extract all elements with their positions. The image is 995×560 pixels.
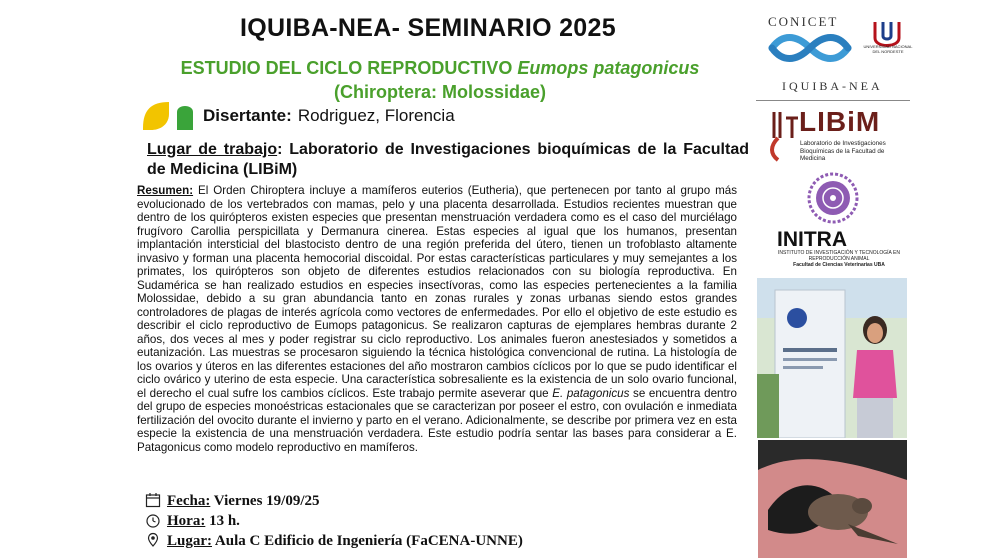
- location-row: [145, 532, 523, 550]
- initra-wordmark: INITRA: [777, 228, 847, 251]
- initra-subtitle: [764, 250, 914, 268]
- speaker-line: [203, 106, 455, 126]
- workplace-text: : Laboratorio de Investigaciones bioquímicas de la Facultad de Medicina (LIBiM): [147, 141, 749, 178]
- seminar-title: IQUIBA-NEA- SEMINARIO 2025: [240, 14, 616, 42]
- logo-divider: [756, 100, 910, 101]
- speaker-decoration: [141, 100, 197, 132]
- date-row: [145, 492, 320, 510]
- abstract-text-2: se encuentra dentro del grupo de especies monoéstricas estacionales que se caracterizan por poseer el estro, con ovulación e inmediata fertilización del ovocito durante el invierno y parto en el verano. Adicionalmente, se describe por primera vez en esta especie la existencia de una menstruación verdadera. Este estudio podría sentar las bases para considerar a E. Patagonicus como modelo reproductivo en mamíferos.: [137, 386, 737, 454]
- speaker-name: Rodriguez, Florencia: [297, 106, 455, 125]
- speaker-photo: [757, 278, 907, 438]
- time-row: [145, 512, 240, 530]
- initra-subtitle-1: INSTITUTO DE INVESTIGACIÓN Y TECNOLOGÍA EN REPRODUCCIÓN ANIMAL: [778, 250, 900, 262]
- libim-wordmark: LIBiM: [799, 106, 881, 137]
- abstract-text-1: El Orden Chiroptera incluye a mamíferos euterios (Eutheria), que pertenecen por tanto al grupo más evolucionado de los vertebrados con mamas, pelo y una placenta desarrollada. Estudios recientes muestran que dentro de los quirópteros existen especies que presentan menstruación verdadera como es el caso del murciélago frugívoro Carollia perspicillata y Dermanura cinerea. Estas especies al igual que los humanos, presentan implantación intersticial del blastocisto dentro de una región preferida del útero, tienen un trofoblasto altamente invasivo y forman una placenta hemocorial discoidal. Por estas características particulares y muy semejantes a los primates, los quirópteros son objeto de diferentes estudios relacionados con su biología reproductiva. En Sudamérica se han realizado estudios en especies insectívoras, como las especies pertenecientes a la familia Molossidae, debido a su gran abundancia tanto en zonas rurales y zonas urbanas siendo estos grandes controladores de plagas de interés agrícola como vectores de enfermedades. Por ello el objetivo de este estudio es describir el ciclo reproductivo de Eumops patagonicus. Se realizaron capturas de ejemplares hembras durante 2 años, dos veces al mes y poder registrar su ciclo reproductivo. Los animales fueron anestesiados y sometidos a eutanización. Las muestras se procesaron siguiendo la técnica histológica convencional de rutina. La histología de los ovarios y úteros en las diferentes estaciones del año mostraron cambios cíclicos por lo que se pudo identificar el ciclo ovárico y uterino de esta especie. Una característica sobresaliente es la existencia de un solo ovario funcional, el derecho el cual sufre los cambios cíclicos. Este trabajo permite aseverar que: [137, 184, 737, 400]
- location-icon: [145, 532, 161, 548]
- libim-subtitle: Laboratorio de Investigaciones Bioquímicas de la Facultad de Medicina: [800, 140, 886, 162]
- workplace: [147, 140, 749, 180]
- initra-seal-icon: [805, 170, 861, 226]
- date-label: Fecha:: [167, 493, 211, 509]
- yellow-leaf-icon: [143, 102, 169, 130]
- unne-name: UNIVERSIDAD NACIONAL DEL NORDESTE: [863, 44, 913, 54]
- time-value: 13 h.: [205, 513, 240, 529]
- location-label: Lugar:: [167, 533, 212, 549]
- talk-title-taxon: (Chiroptera: Molossidae): [333, 82, 547, 102]
- bat-photo: [758, 440, 907, 558]
- calendar-icon: [145, 492, 161, 508]
- libim-mark-icon: [768, 108, 802, 164]
- clock-icon: [145, 512, 161, 528]
- talk-title-plain: ESTUDIO DEL CICLO REPRODUCTIVO: [180, 58, 518, 78]
- talk-title-species: Eumops patagonicus: [517, 58, 700, 78]
- abstract-species: E. patagonicus: [552, 386, 630, 400]
- unne-crest-icon: [867, 8, 907, 68]
- workplace-label: Lugar de trabajo: [147, 141, 278, 158]
- location-value: Aula C Edificio de Ingeniería (FaCENA-UNNE): [212, 533, 523, 549]
- abstract: [137, 184, 737, 454]
- time-label: Hora:: [167, 513, 206, 529]
- initra-subtitle-2: Facultad de Ciencias Veterinarias UBA: [793, 262, 885, 268]
- green-arch-icon: [177, 106, 193, 130]
- date-value: Viernes 19/09/25: [210, 493, 320, 509]
- abstract-label: Resumen:: [137, 184, 194, 197]
- speaker-label: Disertante:: [203, 106, 292, 125]
- conicet-wordmark: CONICET: [768, 14, 839, 29]
- conicet-wave-icon: [768, 32, 853, 64]
- iquiba-wordmark: IQUIBA-NEA: [782, 79, 883, 93]
- talk-title: [140, 56, 740, 104]
